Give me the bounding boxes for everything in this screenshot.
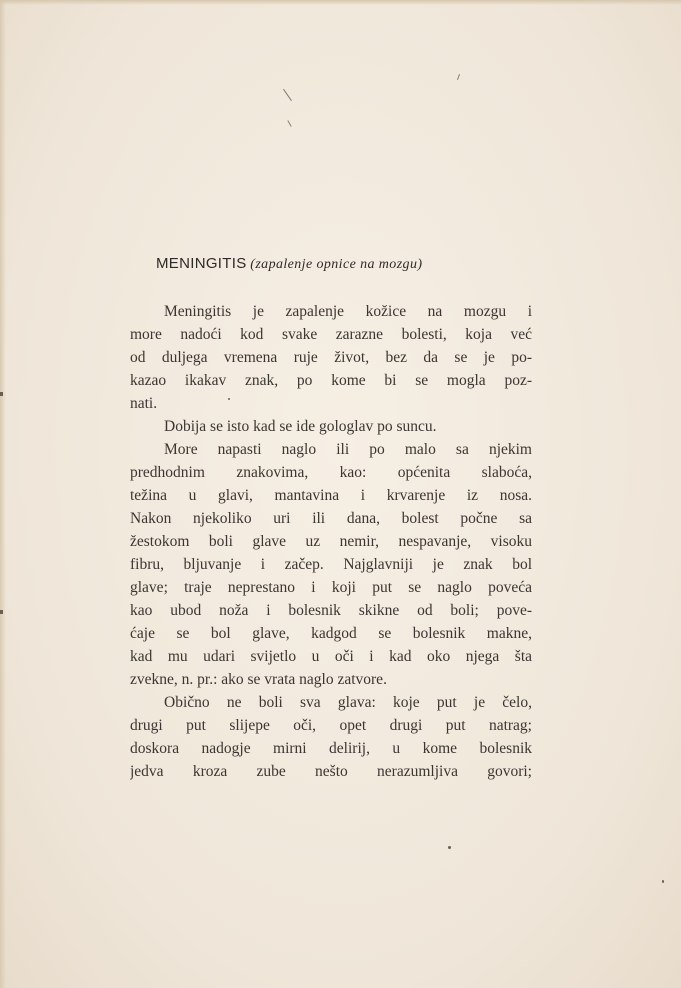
ink-stroke-mark [457, 74, 460, 80]
text-line: more nadoći kod svake zarazne bolesti, koja već [130, 326, 532, 343]
ink-stroke-mark [287, 120, 291, 127]
binding-mark [0, 610, 3, 614]
ink-dot-mark [662, 880, 664, 883]
ink-dot-mark [448, 846, 451, 849]
text-line: glave; traje neprestano i koji put se naglo poveća [130, 579, 532, 596]
heading-subtitle: (zapalenje opnice na mozgu) [250, 257, 423, 272]
text-line: Obično ne boli sva glava: koje put je čelo, [164, 694, 532, 711]
chapter-heading [156, 255, 556, 273]
text-line: More napasti naglo ili po malo sa njekim [164, 441, 532, 458]
heading-main: MENINGITIS [156, 255, 247, 272]
text-line: kao ubod noža i bolesnik skikne od boli; pove- [130, 602, 532, 619]
text-line: doskora nadogje mirni delirij, u kome bolesnik [130, 740, 532, 757]
text-line: kazao ikakav znak, po kome bi se mogla poz- [130, 372, 532, 389]
page-left-edge-shadow [0, 0, 6, 988]
text-line: ćaje se bol glave, kadgod se bolesnik makne, [130, 625, 532, 642]
text-line: Dobija se isto kad se ide gologlav po suncu. [164, 418, 437, 435]
text-line: zvekne, n. pr.: ako se vrata naglo zatvore. [130, 671, 387, 688]
text-line: od duljega vremena ruje život, bez da se je po- [130, 349, 532, 366]
ink-stroke-mark [283, 89, 292, 101]
text-line: nati. [130, 395, 158, 412]
text-line: drugi put slijepe oči, opet drugi put natrag; [130, 717, 532, 734]
text-line: fibru, bljuvanje i začep. Najglavniji je znak bol [130, 556, 532, 573]
text-line: kad mu udari svijetlo u oči i kad oko njega šta [130, 648, 532, 665]
text-line: predhodnim znakovima, kao: općenita slaboća, [130, 464, 532, 481]
text-line: jedva kroza zube nešto nerazumljiva govori; [130, 763, 532, 780]
binding-mark [0, 392, 3, 396]
text-line: Nakon njekoliko uri ili dana, bolest počne sa [130, 510, 532, 527]
text-line: težina u glavi, mantavina i krvarenje iz nosa. [130, 487, 532, 504]
text-line: žestokom boli glave uz nemir, nespavanje, visoku [130, 533, 532, 550]
text-line: Meningitis je zapalenje kožice na mozgu i [164, 303, 532, 320]
body-text [130, 300, 532, 783]
page-top-edge-shadow [0, 0, 681, 5]
